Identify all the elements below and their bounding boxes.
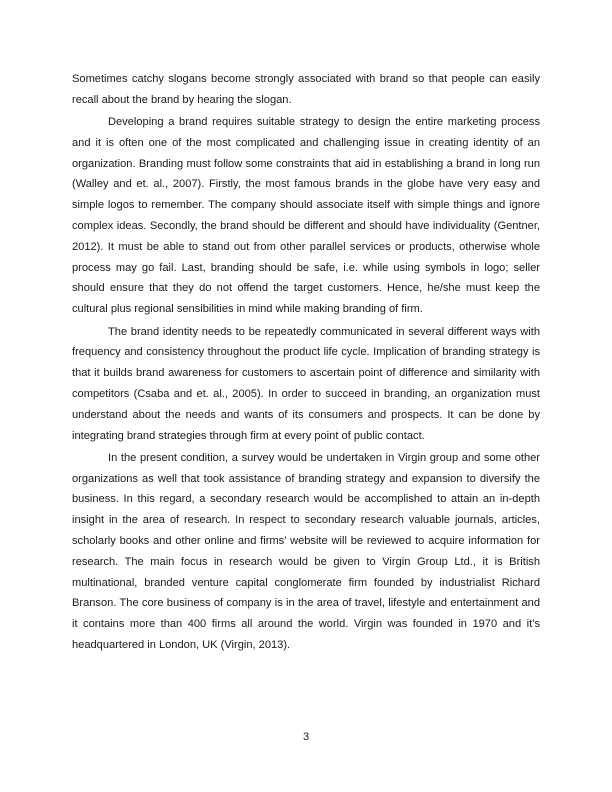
paragraph-brand-identity: The brand identity needs to be repeatedly communicated in several different ways with frequency and consistency throughout the product life cycle. Implication of branding strategy is that it builds brand awareness for customers to ascertain point of difference and similarity with competitors (Csaba and et. al., 2005). In order to succeed in branding, an organization must understand about the needs and wants of its consumers and prospects. It can be done by integrating brand strategies through firm at every point of public contact. [72, 325, 540, 442]
paragraph-continuation: Sometimes catchy slogans become strongly associated with brand so that people can easily recall about the brand by hearing the slogan. [72, 73, 540, 106]
paragraph-research-survey: In the present condition, a survey would be undertaken in Virgin group and some other organizations as well that took assistance of branding strategy and expansion to diversify the business. In this regard, a secondary research would be accomplished to attain an in-depth insight in the area of research. In respect to secondary research valuable journals, articles, scholarly books and other online and firms’ website will be reviewed to acquire information for research. The main focus in research would be given to Virgin Group Ltd., it is British multinational, branded venture capital conglomerate firm founded by industrialist Richard Branson. The core business of company is in the area of travel, lifestyle and entertainment and it contains more than 400 firms all around the world. Virgin was founded in 1970 and it’s headquartered in London, UK (Virgin, 2013). [72, 451, 540, 652]
paragraph-brand-strategy: Developing a brand requires suitable strategy to design the entire marketing process and it is often one of the most complicated and challenging issue in creating identity of an organization. Branding must follow some constraints that aid in establishing a brand in long run (Walley and et. al., 2007). Firstly, the most famous brands in the globe have very easy and simple logos to remember. The company should associate itself with simple things and ignore complex ideas. Secondly, the brand should be different and should have individuality (Gentner, 2012). It must be able to stand out from other parallel services or products, otherwise whole process may go fail. Last, branding should be safe, i.e. while using symbols in logo; seller should ensure that they do not offend the target customers. Hence, he/she must keep the cultural plus regional sensibilities in mind while making branding of firm. [72, 116, 540, 316]
page-number: 3 [302, 731, 310, 743]
body-text [72, 69, 540, 657]
